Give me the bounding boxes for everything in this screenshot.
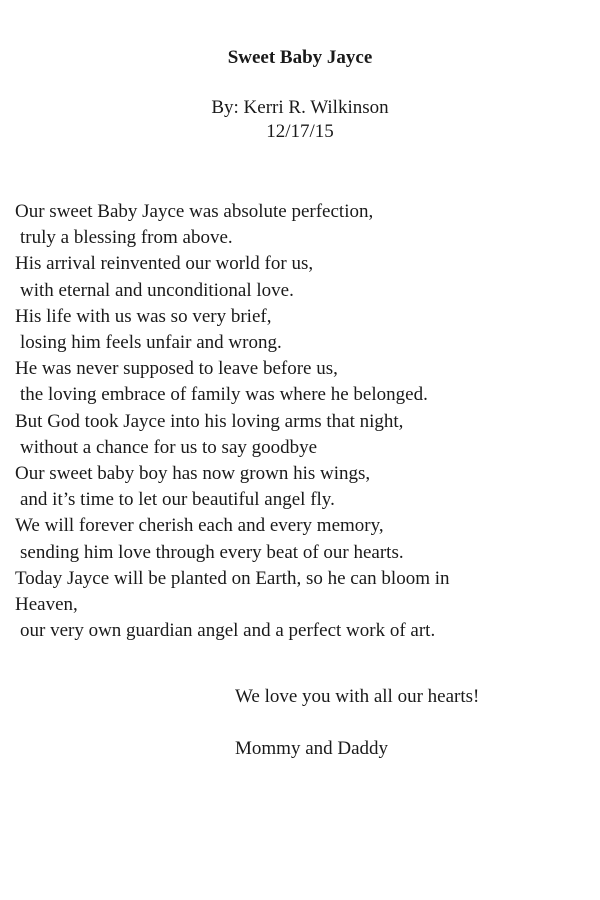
author-line: By: Kerri R. Wilkinson — [211, 97, 389, 118]
poem-line: sending him love through every beat of our hearts. — [20, 541, 404, 563]
poem-line: with eternal and unconditional love. — [20, 279, 294, 301]
poem-line: But God took Jayce into his loving arms that night, — [15, 410, 404, 432]
poem-line: Our sweet Baby Jayce was absolute perfection, — [15, 201, 374, 222]
poem-line: We will forever cherish each and every memory, — [15, 515, 384, 537]
poem-line: His life with us was so very brief, — [15, 305, 272, 327]
poem-line: without a chance for us to say goodbye — [20, 436, 318, 458]
poem-line: losing him feels unfair and wrong. — [20, 332, 282, 354]
poem-line: Heaven, — [15, 594, 78, 616]
poem-line: and it’s time to let our beautiful angel fly. — [20, 489, 335, 511]
closing-line: We love you with all our hearts! — [235, 686, 480, 707]
signature-line: Mommy and Daddy — [235, 738, 389, 759]
poem-line: His arrival reinvented our world for us, — [15, 253, 314, 275]
poem-line: Today Jayce will be planted on Earth, so he can bloom in — [15, 567, 450, 589]
poem-title: Sweet Baby Jayce — [227, 47, 373, 68]
poem-line: the loving embrace of family was where he belonged. — [20, 384, 428, 406]
poem-line: truly a blessing from above. — [20, 227, 233, 249]
poem-line: Our sweet baby boy has now grown his wings, — [15, 463, 371, 485]
poem-line: our very own guardian angel and a perfect work of art. — [20, 620, 436, 642]
poem-body — [15, 199, 585, 644]
date-line: 12/17/15 — [266, 121, 334, 142]
poem-line: He was never supposed to leave before us, — [15, 358, 338, 380]
